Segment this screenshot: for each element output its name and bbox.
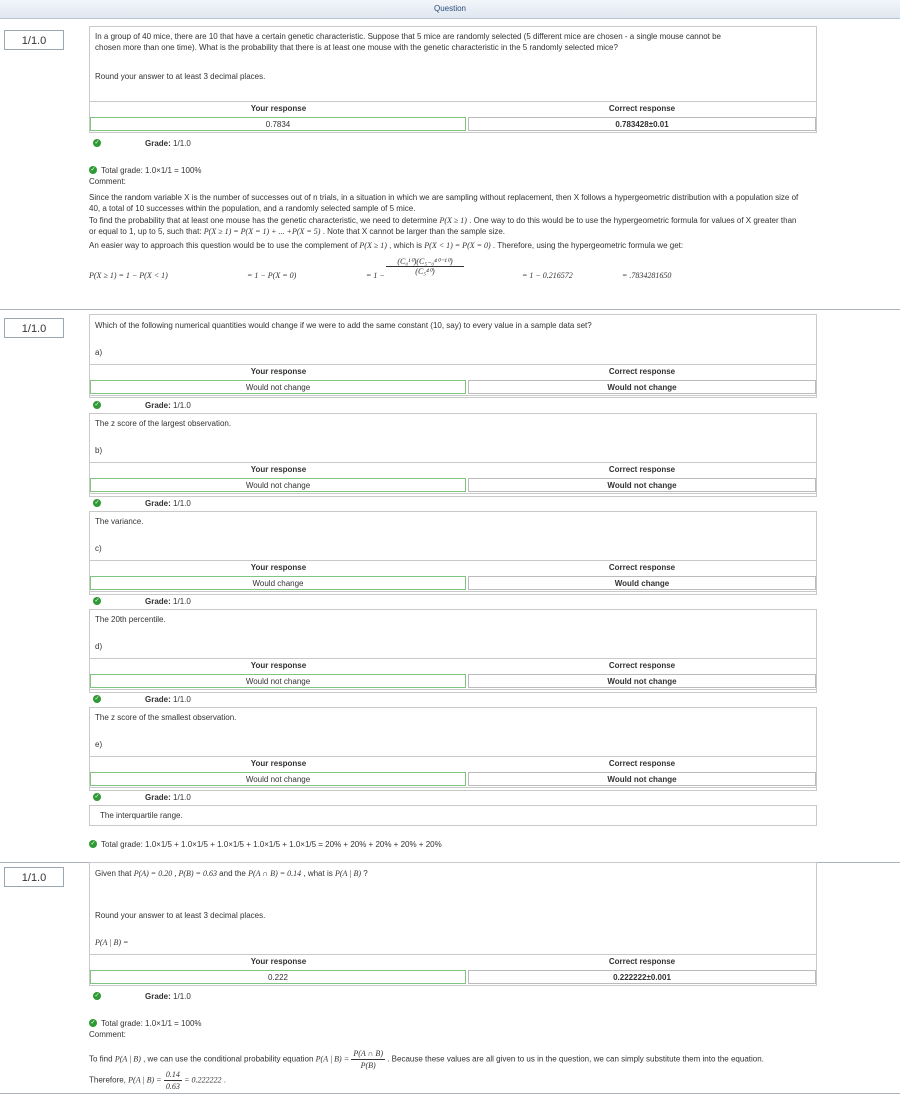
fraction-denominator: 0.63: [165, 1082, 180, 1091]
equation-step-3-prefix: = 1 −: [366, 271, 385, 280]
comment-text: . Note that X cannot be larger than the sample size.: [322, 227, 506, 236]
your-response-value: Would not change: [90, 478, 466, 492]
math-expression: P(A ∩ B) = 0.14: [248, 869, 302, 878]
check-icon: ✓: [94, 696, 100, 702]
math-expression: P(X ≥ 1): [439, 216, 467, 225]
your-response-header: Your response: [250, 957, 307, 966]
question-1-text-line1: In a group of 40 mice, there are 10 that have a certain genetic characteristic. Suppose that 5 mice are randomly selected (5 different mice are chosen - a single mouse cannot be: [95, 32, 721, 41]
correct-response-header: Correct response: [608, 957, 676, 966]
comment-line-1: [89, 1048, 764, 1071]
total-grade: Total grade: 1.0×1/1 = 100%: [101, 1019, 202, 1028]
divider: [0, 1093, 900, 1094]
grade-label: Grade:: [145, 695, 171, 704]
comment-text: . One way to do this would be to use the hypergeometric formula for values of X greater than: [469, 216, 797, 225]
grade-value: 1/1.0: [173, 695, 191, 704]
grade-row: [145, 695, 191, 704]
comment-line-2: [89, 1069, 226, 1092]
comment-text: . Because these values are all given to us in the question, we can simply substitute them into the equation.: [387, 1054, 764, 1064]
correct-response-header: Correct response: [608, 465, 676, 474]
math-expression: P(A | B) =: [128, 1075, 162, 1085]
check-icon: ✓: [94, 402, 100, 408]
comment-line-4: [89, 226, 505, 237]
grade-label: Grade:: [145, 401, 171, 410]
equation-step-5: = .7834281650: [622, 271, 672, 280]
your-response-value: 0.7834: [90, 117, 466, 131]
your-response-value: Would not change: [90, 380, 466, 394]
math-expression: P(A | B): [114, 1054, 141, 1064]
correct-response-value: Would not change: [468, 380, 816, 394]
part-description: The z score of the largest observation.: [95, 419, 232, 428]
correct-response-value: Would change: [468, 576, 816, 590]
part-letter: b): [95, 446, 103, 455]
fraction-numerator: 0.14: [165, 1070, 180, 1079]
comment-label: Comment:: [89, 177, 126, 186]
comment-text: To find: [89, 1054, 113, 1064]
fraction-numerator: (C₀¹⁰)(C₅₋₀⁴⁰⁻¹⁰): [386, 257, 464, 267]
your-response-value: Would not change: [90, 674, 466, 688]
page-title: Question: [433, 4, 467, 13]
grade-row: [145, 139, 191, 148]
fraction: [351, 1048, 385, 1071]
check-icon: ✓: [94, 140, 100, 146]
grade-value: 1/1.0: [173, 793, 191, 802]
correct-response-value: Would not change: [468, 674, 816, 688]
comment-line-1: Since the random variable X is the number of successes out of n trials, in a situation in which we are sampling without replacement, then X follows a hypergeometric distribution with a population size of: [89, 193, 799, 202]
part-description: The 20th percentile.: [95, 615, 166, 624]
part-letter: e): [95, 740, 103, 749]
check-icon: ✓: [94, 993, 100, 999]
part-letter: c): [95, 544, 102, 553]
grade-row: [145, 499, 191, 508]
grade-label: Grade:: [145, 992, 171, 1001]
correct-response-header: Correct response: [608, 661, 676, 670]
comment-line-3: [89, 215, 796, 226]
your-response-value: Would change: [90, 576, 466, 590]
correct-response-header: Correct response: [608, 367, 676, 376]
equation-step-3-fraction: [386, 257, 464, 276]
total-grade: Total grade: 1.0×1/1 = 100%: [101, 166, 202, 175]
prompt-text: , what is: [303, 869, 333, 878]
question-3-score: 1/1.0: [4, 867, 64, 887]
correct-response-value: 0.222222±0.001: [468, 970, 816, 984]
part-description: The interquartile range.: [100, 811, 183, 820]
prompt-text: and the: [219, 869, 246, 878]
check-icon: ✓: [90, 1020, 96, 1026]
comment-text: To find the probability that at least one mouse has the genetic characteristic, we need to determine: [89, 216, 438, 225]
comment-label: Comment:: [89, 1030, 126, 1039]
your-response-value: 0.222: [90, 970, 466, 984]
check-icon: ✓: [94, 794, 100, 800]
comment-text: or equal to 1, up to 5, such that:: [89, 227, 202, 236]
your-response-header: Your response: [250, 367, 307, 376]
grade-label: Grade:: [145, 499, 171, 508]
comment-text: Therefore,: [89, 1075, 126, 1085]
grade-value: 1/1.0: [173, 401, 191, 410]
prompt-text: ?: [363, 869, 368, 878]
grade-label: Grade:: [145, 597, 171, 606]
math-expression: P(X ≥ 1): [359, 241, 387, 250]
fraction-numerator: P(A ∩ B): [353, 1049, 383, 1058]
fraction: [164, 1069, 182, 1092]
your-response-header: Your response: [250, 104, 307, 113]
equation-step-1: P(X ≥ 1) = 1 − P(X < 1): [89, 271, 168, 280]
answer-label: P(A | B) =: [95, 938, 129, 947]
prompt-text: Given that: [95, 869, 132, 878]
equation-step-2: = 1 − P(X = 0): [247, 271, 297, 280]
divider: [0, 309, 900, 310]
grade-value: 1/1.0: [173, 499, 191, 508]
your-response-header: Your response: [250, 661, 307, 670]
correct-response-header: Correct response: [608, 104, 676, 113]
check-icon: ✓: [94, 500, 100, 506]
math-expression: P(A) = 0.20: [133, 869, 173, 878]
correct-response-value: Would not change: [468, 772, 816, 786]
part-letter: d): [95, 642, 103, 651]
math-expression: P(A | B): [334, 869, 361, 878]
check-icon: ✓: [94, 598, 100, 604]
comment-text: , we can use the conditional probability equation: [143, 1054, 314, 1064]
question-2-prompt: Which of the following numerical quantities would change if we were to add the same constant (10, say) to every value in a sample data set?: [95, 321, 592, 330]
check-icon: ✓: [90, 841, 96, 847]
grade-value: 1/1.0: [173, 992, 191, 1001]
your-response-header: Your response: [250, 759, 307, 768]
comment-text: An easier way to approach this question would be to use the complement of: [89, 241, 358, 250]
check-icon: ✓: [90, 167, 96, 173]
question-1-round-instruction: Round your answer to at least 3 decimal places.: [95, 72, 266, 81]
math-expression: P(X ≥ 1) = P(X = 1) + ... +P(X = 5): [203, 227, 321, 236]
question-1-text-line2: chosen more than one time). What is the probability that there is at least one mouse with the genetic characteristic in the 5 randomly selected mice?: [95, 43, 618, 52]
correct-response-header: Correct response: [608, 563, 676, 572]
total-grade: Total grade: 1.0×1/5 + 1.0×1/5 + 1.0×1/5 + 1.0×1/5 + 1.0×1/5 = 20% + 20% + 20% + 20% + 20%: [101, 840, 442, 849]
comment-text: , which is: [389, 241, 423, 250]
part-description: The variance.: [95, 517, 144, 526]
question-1-score: 1/1.0: [4, 30, 64, 50]
correct-response-value: 0.783428±0.01: [468, 117, 816, 131]
part-letter: a): [95, 348, 103, 357]
math-expression: = 0.222222: [184, 1075, 222, 1085]
fraction-denominator: P(B): [360, 1061, 376, 1070]
part-last-box: [89, 805, 817, 826]
grade-value: 1/1.0: [173, 139, 191, 148]
grade-row: [145, 992, 191, 1001]
grade-row: [145, 793, 191, 802]
correct-response-header: Correct response: [608, 759, 676, 768]
grade-label: Grade:: [145, 139, 171, 148]
equation-step-4: = 1 − 0.216572: [522, 271, 573, 280]
comment-line-5: [89, 240, 683, 251]
comment-line-2: 40, a total of 10 successes within the population, and a randomly selected sample of 5 mice.: [89, 204, 416, 213]
math-expression: P(A | B) =: [315, 1054, 350, 1064]
comment-text: .: [223, 1075, 226, 1085]
grade-value: 1/1.0: [173, 597, 191, 606]
comment-text: . Therefore, using the hypergeometric formula we get:: [492, 241, 684, 250]
math-expression: P(X < 1) = P(X = 0): [424, 241, 491, 250]
question-3-prompt: [95, 868, 368, 879]
correct-response-value: Would not change: [468, 478, 816, 492]
your-response-header: Your response: [250, 465, 307, 474]
part-description: The z score of the smallest observation.: [95, 713, 237, 722]
your-response-header: Your response: [250, 563, 307, 572]
grade-row: [145, 597, 191, 606]
fraction-denominator: (C₅⁴⁰): [415, 267, 435, 276]
your-response-value: Would not change: [90, 772, 466, 786]
math-expression: , P(B) = 0.63: [174, 869, 217, 878]
grade-row: [145, 401, 191, 410]
grade-label: Grade:: [145, 793, 171, 802]
question-2-score: 1/1.0: [4, 318, 64, 338]
question-3-round-instruction: Round your answer to at least 3 decimal places.: [95, 911, 266, 920]
